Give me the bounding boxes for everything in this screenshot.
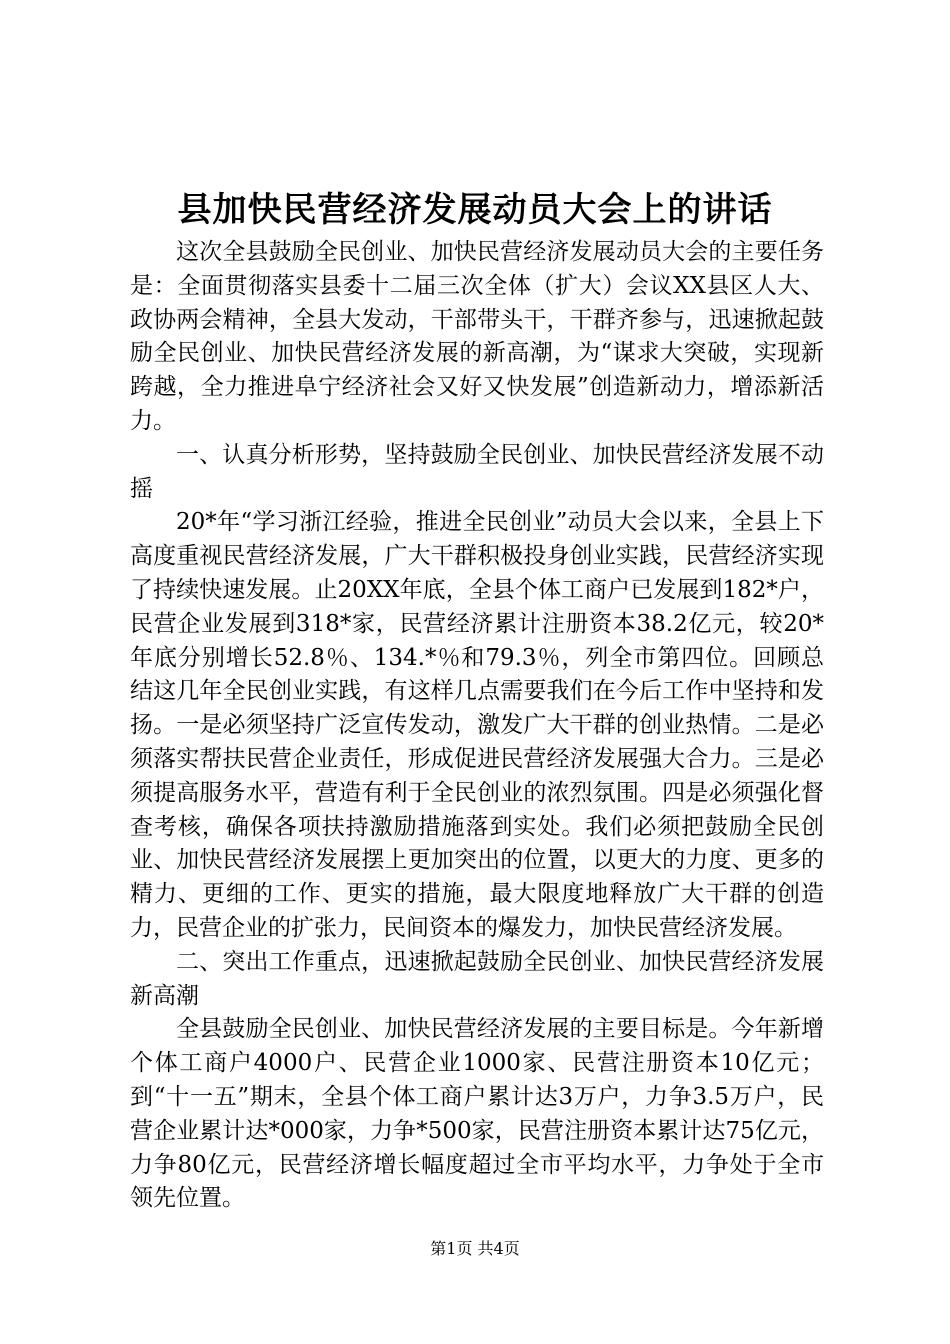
- document-body: [130, 236, 824, 1216]
- paragraph-goals: 全县鼓励全民创业、加快民营经济发展的主要目标是。今年新增个体工商户4000户、民营企业1000家、民营注册资本10亿元；到“十一五”期末，全县个体工商户累计达3万户，力争3.5万户，民营企业累计达*000家，力争*500家，民营注册资本累计达75亿元，力争80亿元，民营经济增长幅度超过全市平均水平，力争处于全市领先位置。: [130, 1016, 824, 1212]
- section-heading-2: 二、突出工作重点，迅速掀起鼓励全民创业、加快民营经济发展新高潮: [130, 948, 824, 1009]
- paragraph-review: 20*年“学习浙江经验，推进全民创业”动员大会以来，全县上下高度重视民营经济发展，广大干群积极投身创业实践，民营经济实现了持续快速发展。止20XX年底，全县个体工商户已发展到182*户，民营企业发展到318*家，民营经济累计注册资本38.2亿元，较20*年底分别增长52.8％、134.*％和79.3％，列全市第四位。回顾总结这几年全民创业实践，有这样几点需要我们在今后工作中坚持和发扬。一是必须坚持广泛宣传发动，激发广大干群的创业热情。二是必须落实帮扶民营企业责任，形成促进民营经济发展强大合力。三是必须提高服务水平，营造有利于全民创业的浓烈氛围。四是必须强化督查考核，确保各项扶持激励措施落到实处。我们必须把鼓励全民创业、加快民营经济发展摆上更加突出的位置，以更大的力度、更多的精力、更细的工作、更实的措施，最大限度地释放广大干群的创造力，民营企业的扩张力，民间资本的爆发力，加快民营经济发展。: [130, 509, 824, 941]
- page-footer: 第1页 共4页: [430, 1239, 520, 1258]
- document-title: 县加快民营经济发展动员大会上的讲话: [177, 190, 773, 230]
- section-heading-1: 一、认真分析形势，坚持鼓励全民创业、加快民营经济发展不动摇: [130, 441, 824, 502]
- paragraph-intro: 这次全县鼓励全民创业、加快民营经济发展动员大会的主要任务是：全面贯彻落实县委十二届三次全体（扩大）会议XX县区人大、政协两会精神，全县大发动，干部带头干，干群齐参与，迅速掀起鼓励全民创业、加快民营经济发展的新高潮，为“谋求大突破，实现新跨越，全力推进阜宁经济社会又好又快发展”创造新动力，增添新活力。: [130, 239, 824, 434]
